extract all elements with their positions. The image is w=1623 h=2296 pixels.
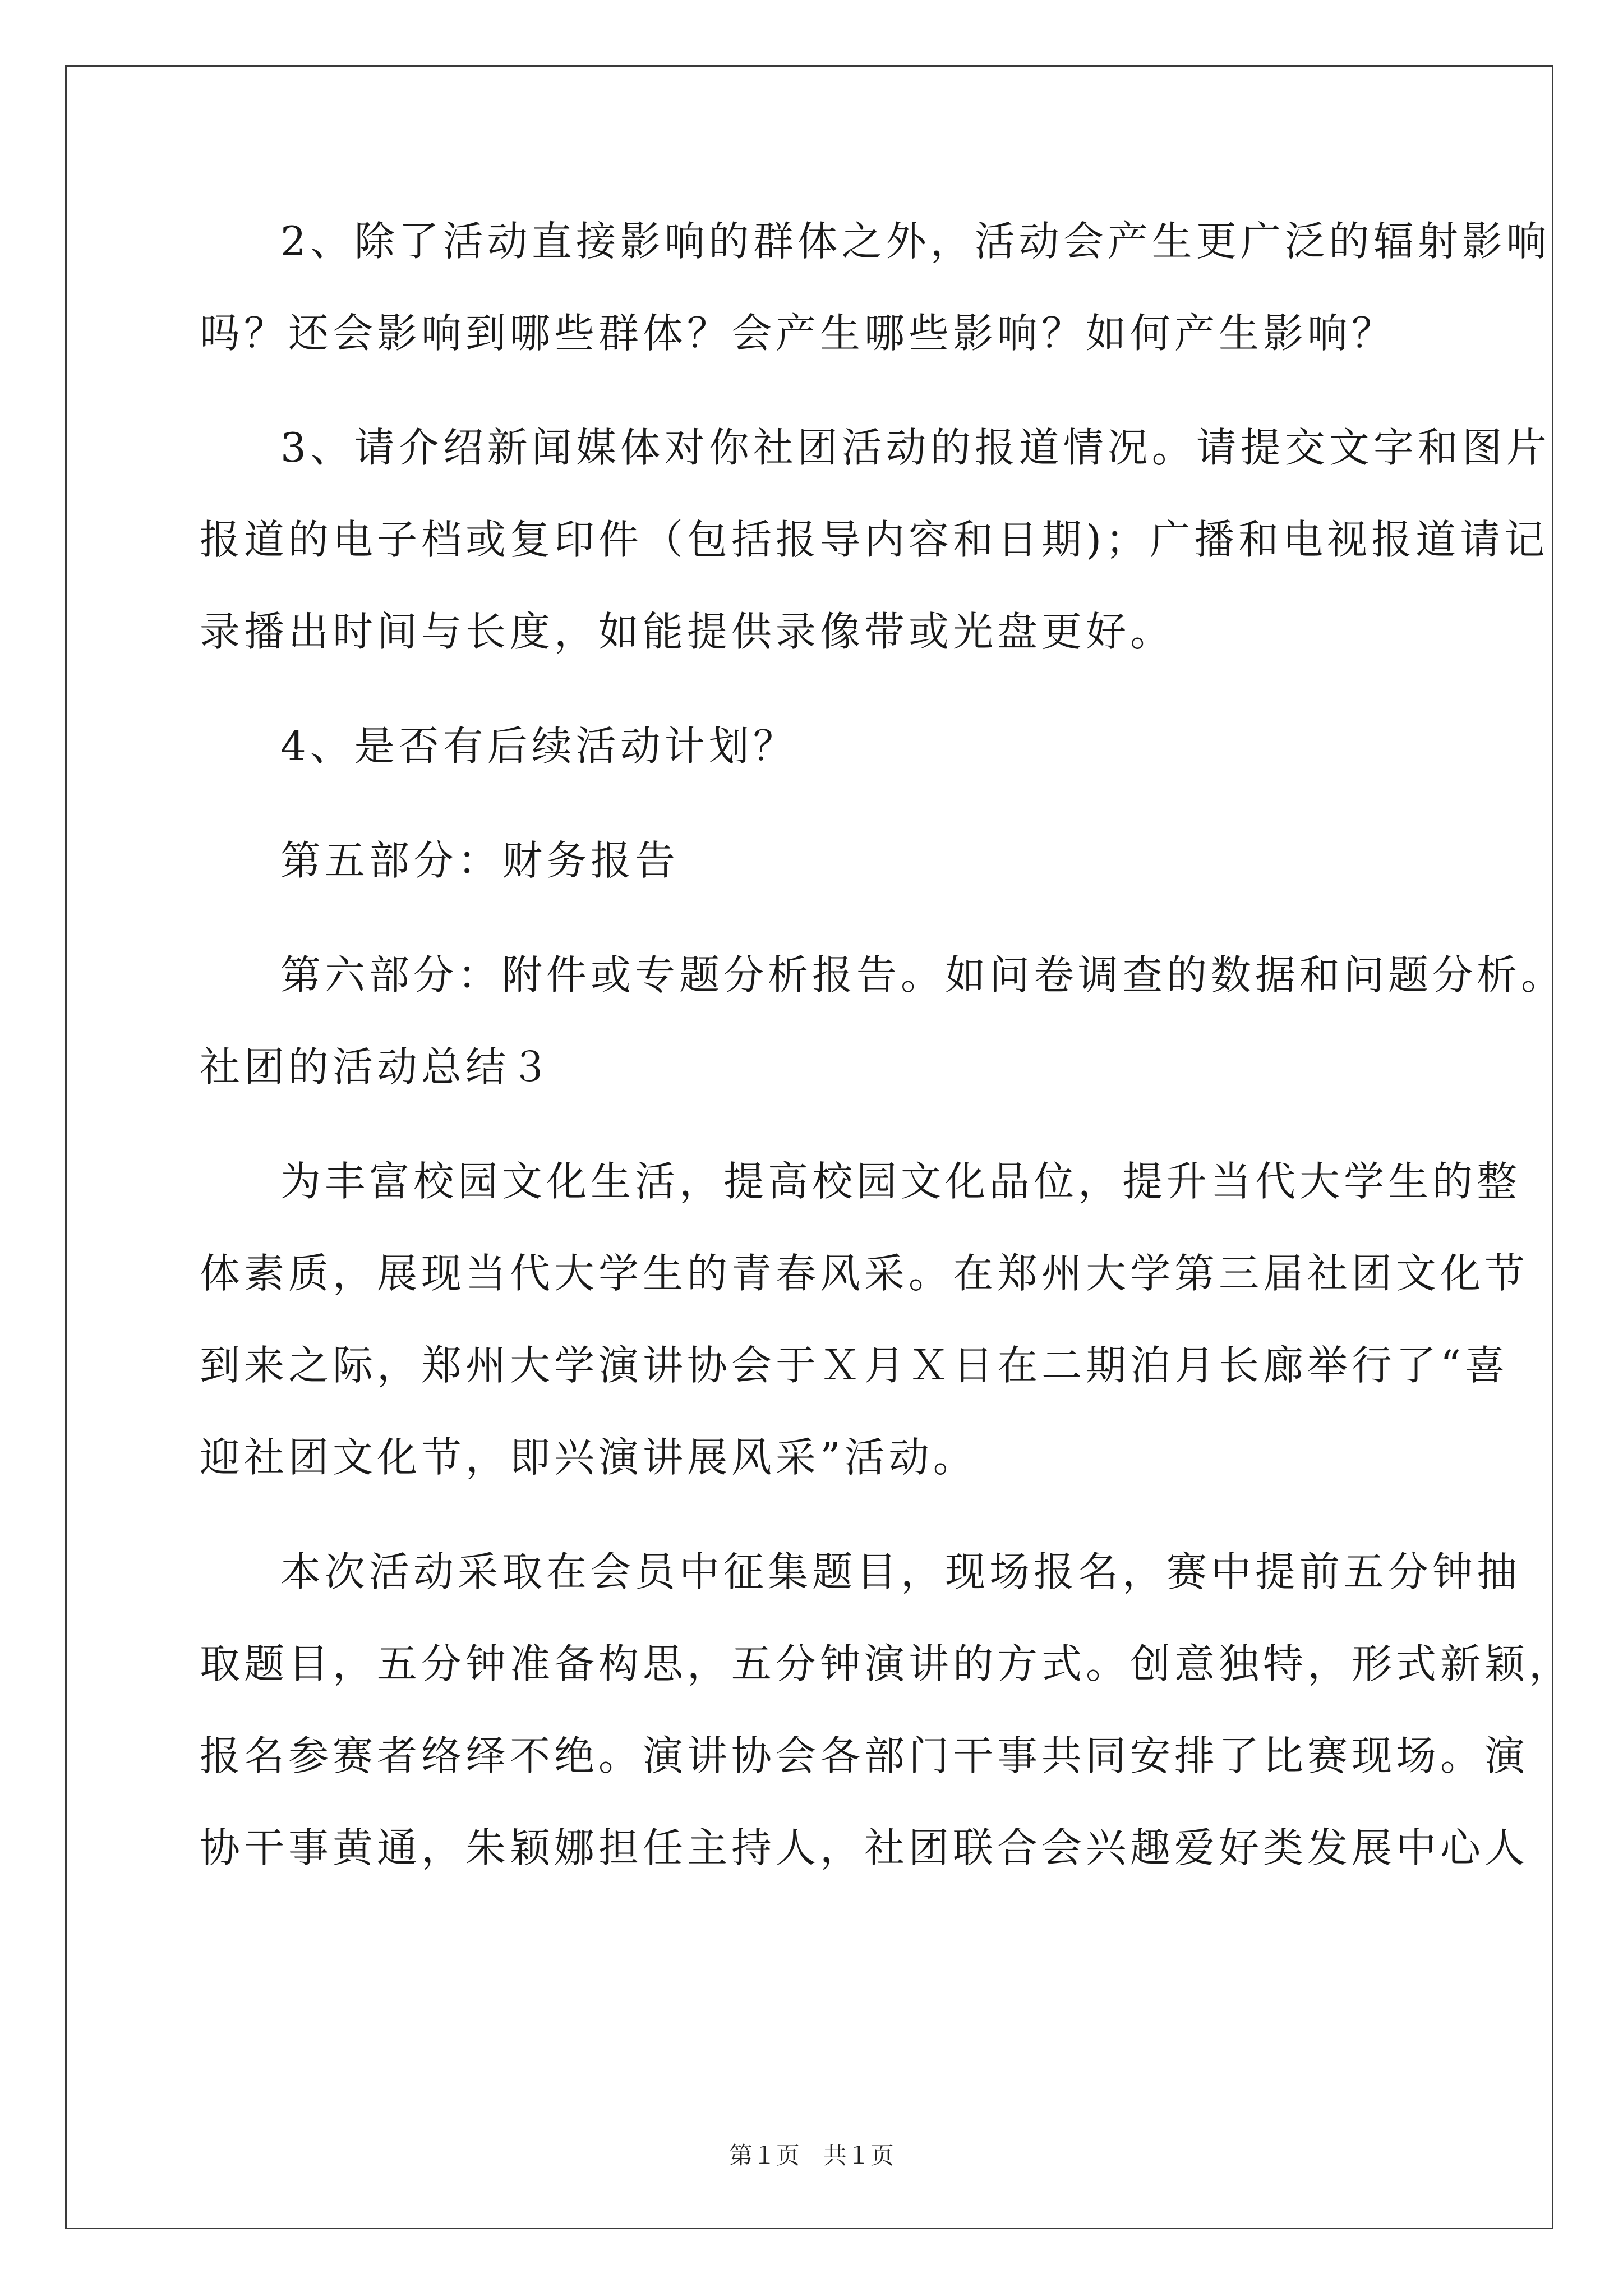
paragraph-line: 3、请介绍新闻媒体对你社团活动的报道情况。请提交文字和图片	[280, 424, 1551, 471]
section-heading: 第五部分：财务报告	[280, 837, 680, 884]
paragraph-line: 迎社团文化节，即兴演讲展风采”活动。	[200, 1434, 978, 1481]
paragraph-line: 到来之际，郑州大学演讲协会于Ｘ月Ｘ日在二期泊月长廊举行了“喜	[200, 1342, 1509, 1389]
page-border	[65, 65, 1553, 2229]
paragraph-line: 体素质，展现当代大学生的青春风采。在郑州大学第三届社团文化节	[200, 1250, 1529, 1297]
document-title: 社团的活动总结３	[200, 1043, 555, 1091]
paragraph-line: 2、除了活动直接影响的群体之外，活动会产生更广泛的辐射影响	[280, 218, 1551, 265]
paragraph-line: 协干事黄通，朱颖娜担任主持人，社团联合会兴趣爱好类发展中心人	[200, 1824, 1529, 1871]
paragraph-line: 录播出时间与长度，如能提供录像带或光盘更好。	[200, 608, 1175, 655]
paragraph-line: 第六部分：附件或专题分析报告。如问卷调查的数据和问题分析。	[280, 951, 1566, 999]
paragraph-line: 吗？还会影响到哪些群体？会产生哪些影响？如何产生影响？	[200, 310, 1396, 357]
page-number-footer: 第１页 共１页	[728, 2142, 894, 2169]
paragraph-line: 4、是否有后续活动计划？	[280, 723, 797, 770]
paragraph-line: 本次活动采取在会员中征集题目，现场报名，赛中提前五分钟抽	[280, 1548, 1521, 1595]
paragraph-line: 为丰富校园文化生活，提高校园文化品位，提升当代大学生的整	[280, 1158, 1521, 1205]
paragraph-line: 报道的电子档或复印件（包括报导内容和日期)；广播和电视报道请记	[200, 516, 1549, 563]
paragraph-line: 报名参赛者络绎不绝。演讲协会各部门干事共同安排了比赛现场。演	[200, 1732, 1529, 1779]
paragraph-line: 取题目，五分钟准备构思，五分钟演讲的方式。创意独特，形式新颖，	[200, 1640, 1574, 1687]
